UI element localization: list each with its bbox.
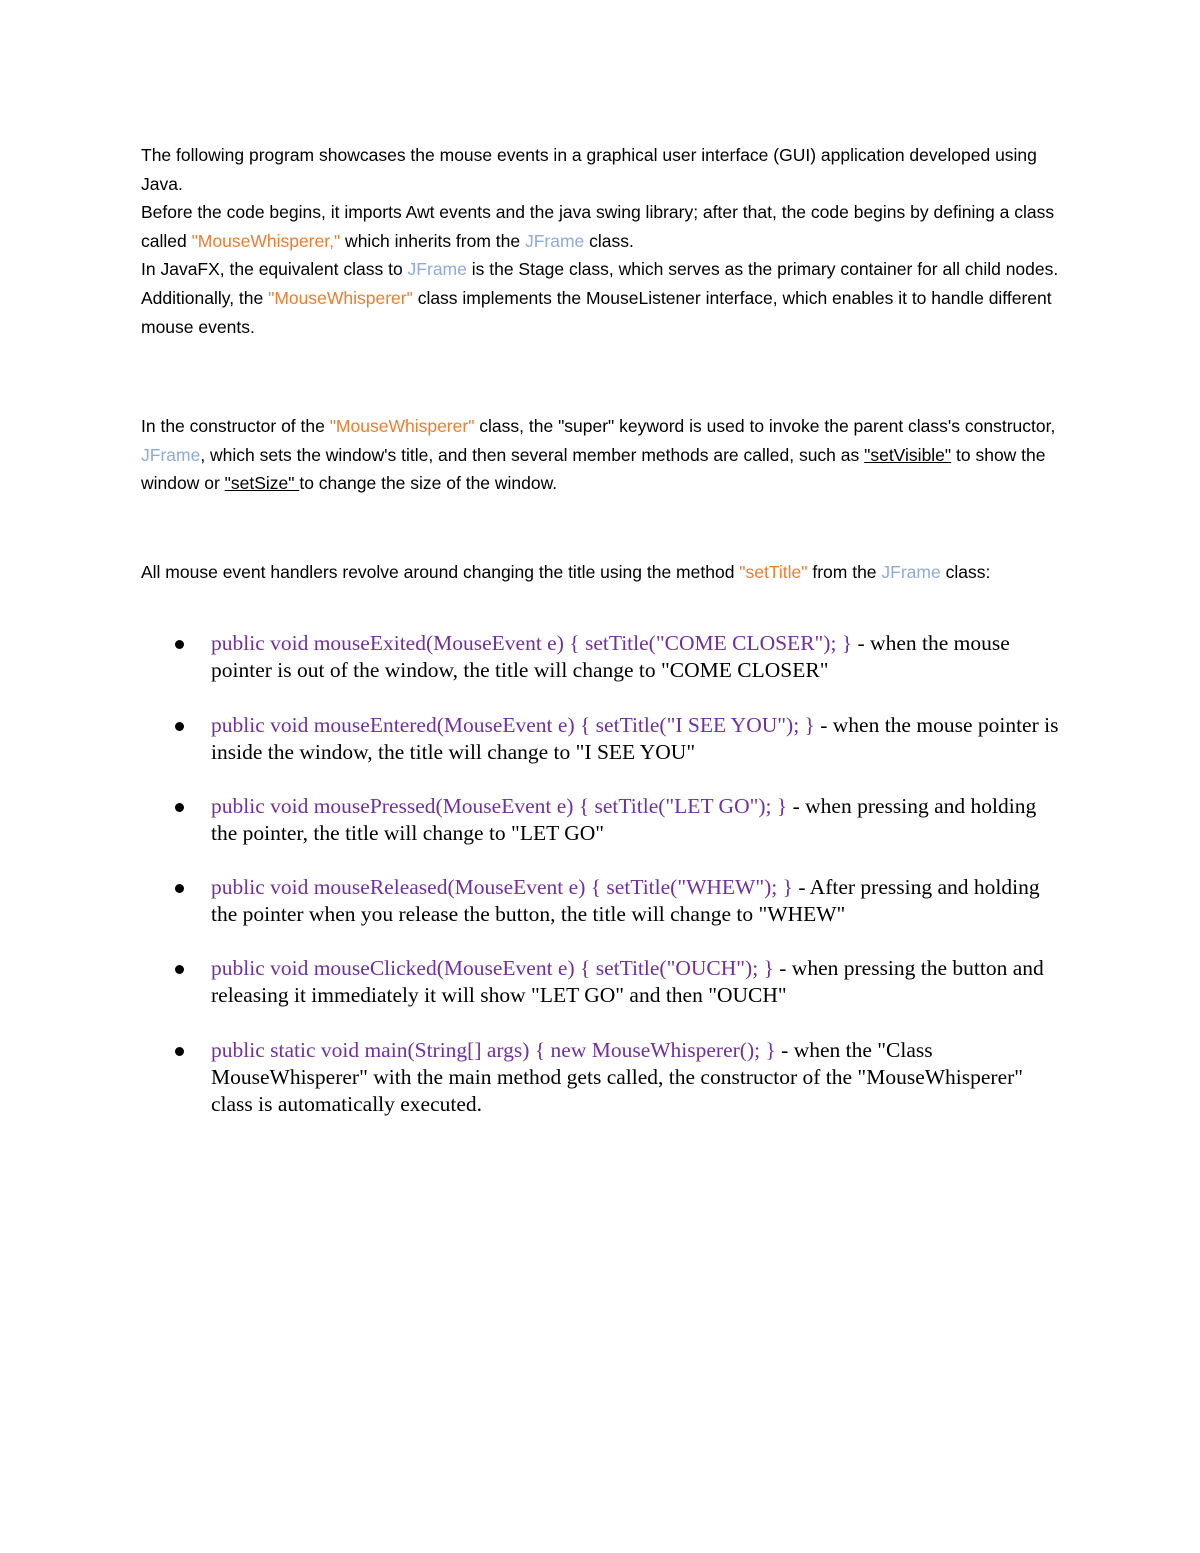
constructor-paragraph [141,412,1071,498]
text-run: to show the window or [141,444,1046,494]
text-run: Additionally, the [141,287,269,308]
class-name-jframe: JFrame [524,230,585,251]
bullet-icon [175,722,184,731]
text-run: from the [807,562,882,582]
class-name-mousewhisperer: "MouseWhisperer" [329,416,475,436]
text-run: All mouse event handlers revolve around changing the title using the method [141,562,740,582]
item-description: - when pressing the button and releasing it immediately it will show "LET GO" and then "OUCH" [211,956,1044,1008]
method-settitle: "setTitle" [739,562,808,582]
intro-paragraph-4 [141,284,1071,341]
text-run: class. [584,230,634,251]
list-item [211,1037,1061,1119]
bullet-icon [175,1047,184,1056]
intro-section [141,141,1071,341]
text-run: , which sets the window's title, and then several member methods are called, such as [200,444,865,465]
text-run: In JavaFX, the equivalent class to [141,259,408,280]
code-snippet: public static void main(String[] args) { new MouseWhisperer(); } [211,1038,776,1062]
bullet-icon [175,803,184,812]
item-description: - when pressing and holding the pointer, the title will change to "LET GO" [211,794,1037,846]
code-snippet: public void mouseEntered(MouseEvent e) { setTitle("I SEE YOU"); } [211,713,815,737]
class-name-jframe: JFrame [881,562,941,582]
text-run: class: [940,562,991,582]
text-run: to change the size of the window. [299,473,558,494]
bullet-icon [175,965,184,974]
list-item [211,630,1061,684]
class-name-jframe: JFrame [141,444,201,465]
handlers-paragraph [141,558,1071,587]
code-snippet: public void mouseClicked(MouseEvent e) { setTitle("OUCH"); } [211,956,774,980]
text-run: which inherits from the [340,230,525,251]
code-snippet: public void mouseReleased(MouseEvent e) { setTitle("WHEW"); } [211,875,793,899]
text-run: Before the code begins, it imports Awt events and the java swing library; after that, the code begins by defining a class called [141,202,1055,251]
list-item [211,955,1061,1009]
text-run: class, the "super" keyword is used to invoke the parent class's constructor, [474,416,1056,436]
text-run: In the constructor of the [141,416,330,436]
intro-paragraph-1: The following program showcases the mouse events in a graphical user interface (GUI) application developed using Java. [141,145,1037,194]
class-name-mousewhisperer: "MouseWhisperer," [191,230,341,251]
item-description: - when the mouse pointer is out of the window, the title will change to "COME CLOSER" [211,631,1010,683]
handlers-section [141,558,1071,587]
text-run: is the Stage class, which serves as the primary container for all child nodes. [466,259,1059,280]
list-item [211,874,1061,928]
constructor-section [141,412,1071,498]
bullet-icon [175,884,184,893]
text-run: class implements the MouseListener interface, which enables it to handle different mouse events. [141,287,1052,337]
item-description: - when the "Class MouseWhisperer" with the main method gets called, the constructor of the "MouseWhisperer" class is automatically executed. [211,1038,1024,1117]
item-description: - when the mouse pointer is inside the window, the title will change to "I SEE YOU" [211,713,1059,765]
code-snippet: public void mousePressed(MouseEvent e) { setTitle("LET GO"); } [211,794,788,818]
code-snippet: public void mouseExited(MouseEvent e) { setTitle("COME CLOSER"); } [211,631,853,655]
item-description: - After pressing and holding the pointer when you release the button, the title will change to "WHEW" [211,875,1040,927]
list-item [211,793,1061,847]
intro-paragraph-2 [141,198,1071,255]
class-name-jframe: JFrame [407,259,467,280]
intro-paragraph-3 [141,255,1071,284]
class-name-mousewhisperer: "MouseWhisperer" [268,287,413,308]
method-setvisible: "setVisible" [864,444,952,465]
list-item [211,712,1061,766]
bullet-icon [175,640,184,649]
method-setsize: "setSize" [224,473,300,494]
